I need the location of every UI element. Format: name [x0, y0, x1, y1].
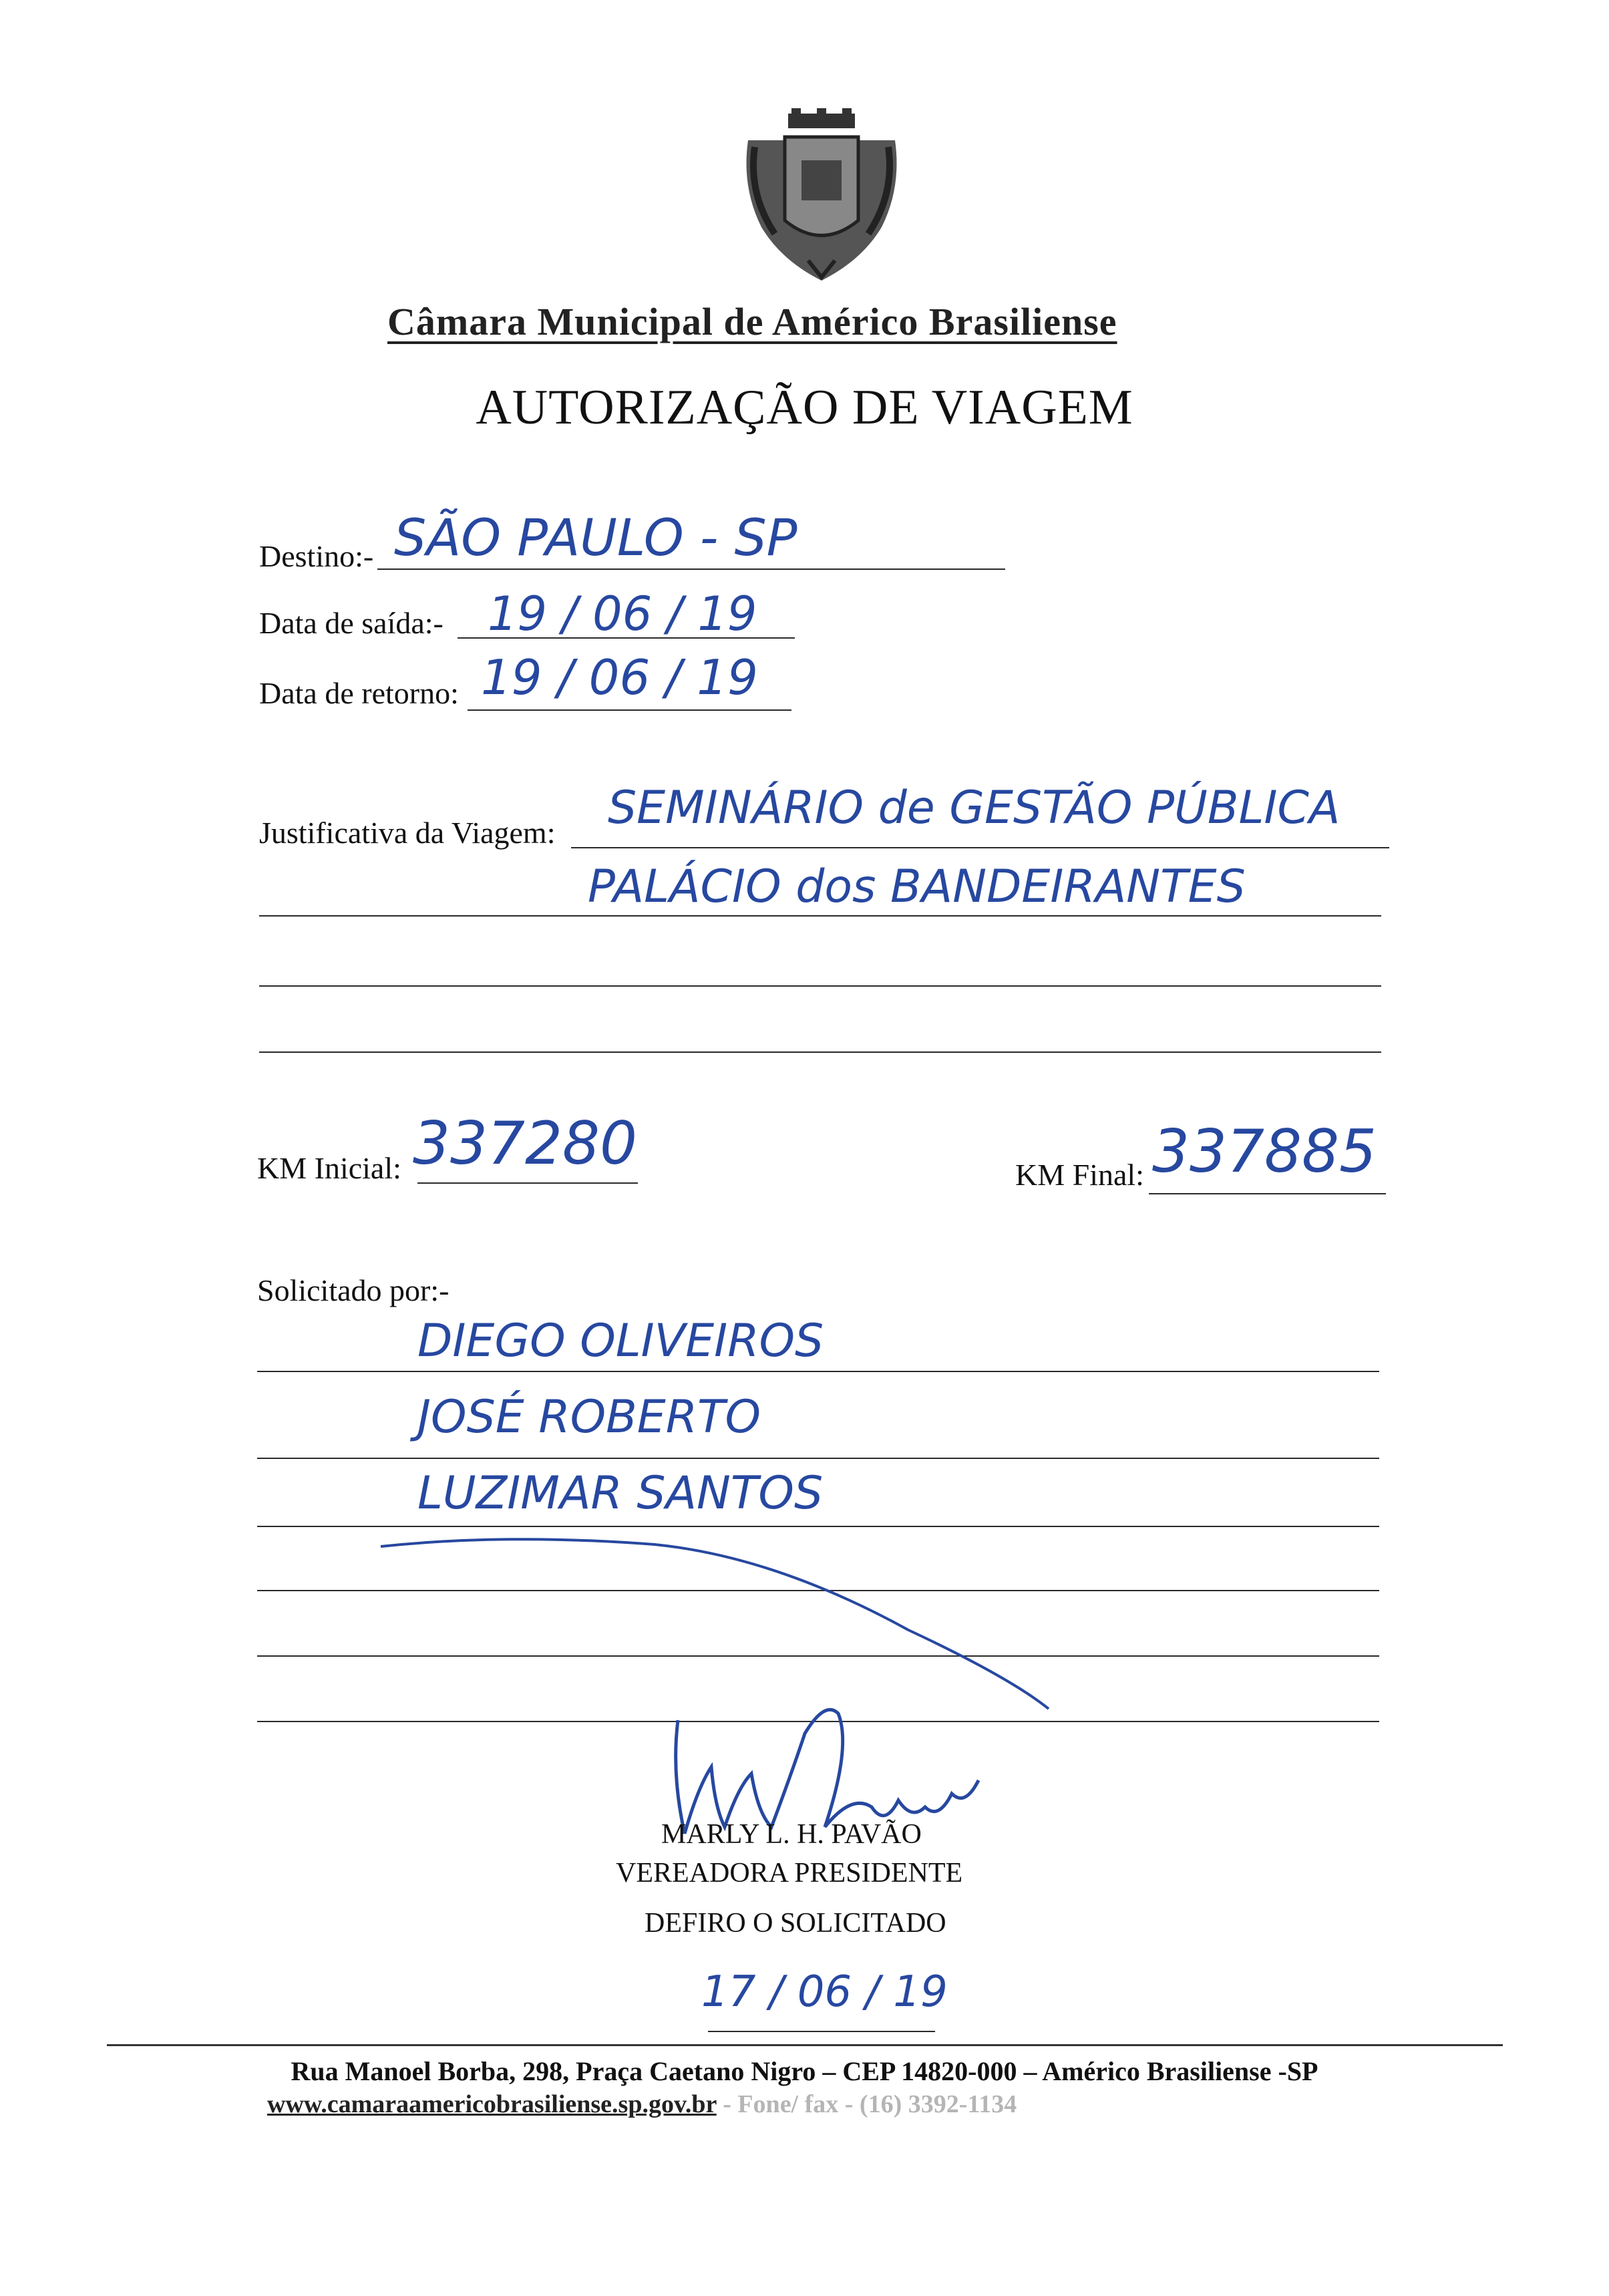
solicitado-line-2: [257, 1458, 1379, 1459]
justificativa-value-1: SEMINÁRIO de GESTÃO PÚBLICA: [608, 782, 1340, 834]
decision-date-line: [708, 2031, 935, 2032]
footer-address: Rua Manoel Borba, 298, Praça Caetano Nigro – CEP 14820-000 – Américo Brasiliense -SP: [291, 2056, 1318, 2086]
signer-role: VEREADORA PRESIDENTE: [616, 1858, 963, 1889]
justificativa-value-2: PALÁCIO dos BANDEIRANTES: [588, 860, 1246, 913]
km-final-value: 337885: [1152, 1117, 1377, 1186]
solicitado-line-3: [257, 1526, 1379, 1527]
destino-value: SÃO PAULO - SP: [394, 508, 797, 567]
solicitado-label: Solicitado por:-: [257, 1273, 450, 1307]
retorno-line: [468, 709, 791, 711]
saida-value: 19 / 06 / 19: [488, 587, 757, 641]
institution-name: Câmara Municipal de Américo Brasiliense: [387, 300, 1117, 343]
coat-of-arms-icon: [735, 107, 908, 287]
footer-phone: - Fone/ fax - (16) 3392-1134: [716, 2090, 1017, 2118]
destino-label: Destino:-: [259, 539, 374, 573]
decision-date: 17 / 06 / 19: [701, 1967, 948, 2017]
signer-name: MARLY L. H. PAVÃO: [661, 1819, 922, 1850]
footer-rule: [107, 2044, 1503, 2046]
justificativa-line-2: [259, 915, 1381, 917]
km-final-line: [1149, 1193, 1386, 1194]
km-inicial-label: KM Inicial:: [257, 1151, 401, 1185]
solicitado-line-1: [257, 1371, 1379, 1372]
justificativa-label: Justificativa da Viagem:: [259, 816, 556, 850]
destino-line: [377, 568, 1005, 570]
retorno-value: 19 / 06 / 19: [481, 649, 758, 705]
justificativa-line-1: [571, 847, 1389, 848]
km-inicial-line: [417, 1182, 638, 1184]
saida-label: Data de saída:-: [259, 606, 443, 640]
website-link[interactable]: www.camaraamericobrasiliense.sp.gov.br: [267, 2090, 717, 2118]
page-title: AUTORIZAÇÃO DE VIAGEM: [476, 380, 1133, 435]
solicitante-3: LUZIMAR SANTOS: [417, 1467, 824, 1520]
footer-contact: [267, 2090, 1017, 2119]
retorno-label: Data de retorno:: [259, 676, 459, 710]
solicitante-2: JOSÉ ROBERTO: [417, 1391, 761, 1444]
km-final-label: KM Final:: [1015, 1158, 1144, 1192]
justificativa-line-3: [259, 985, 1381, 987]
justificativa-line-4: [259, 1051, 1381, 1053]
km-inicial-value: 337280: [413, 1109, 637, 1178]
decision-text: DEFIRO O SOLICITADO: [645, 1908, 946, 1939]
solicitante-1: DIEGO OLIVEIROS: [417, 1315, 824, 1367]
